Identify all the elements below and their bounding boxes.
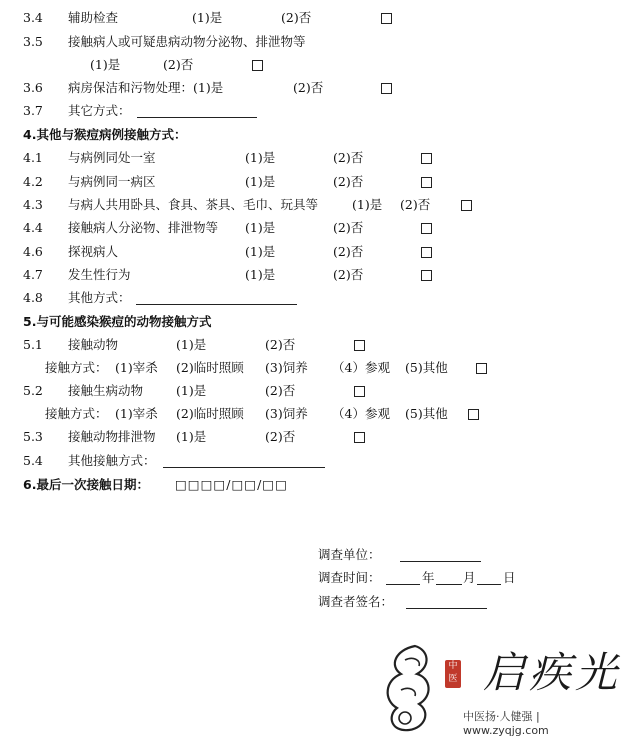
row-3-5-no: (2)否 (163, 57, 194, 72)
row-3-4-num: 3.4 (23, 10, 43, 25)
row-3-6-text: 病房保洁和污物处理：(1)是 (68, 80, 224, 95)
investigator-signature-label: 调查者签名： (318, 594, 394, 609)
row-4-6-text: 探视病人 (68, 244, 119, 259)
row-4-4-no: (2)否 (333, 220, 364, 235)
row-5-2-checkbox[interactable] (354, 386, 365, 397)
row-5-1-no: (2)否 (265, 337, 296, 352)
row-4-3-yes: (1)是 (352, 197, 383, 212)
seal-stamp: 中医 (445, 660, 461, 688)
row-5-3-yes: (1)是 (176, 429, 207, 444)
row-5-1-text: 接触动物 (68, 337, 119, 352)
investigation-unit-blank[interactable] (400, 561, 481, 562)
row-5-1-opt-4: （4）参观 (332, 360, 390, 375)
investigation-time-label: 调查时间： (318, 570, 381, 585)
row-5-2-opt-4: （4）参观 (332, 406, 390, 421)
row-3-4-checkbox[interactable] (381, 13, 392, 24)
row-5-2-yes: (1)是 (176, 383, 207, 398)
row-5-3-num: 5.3 (23, 429, 43, 444)
row-4-2-num: 4.2 (23, 174, 43, 189)
row-5-3-text: 接触动物排泄物 (68, 429, 156, 444)
row-5-4-text: 其他接触方式： (68, 453, 156, 468)
row-5-2-opt-3: (3)饲养 (265, 406, 308, 421)
row-4-6-no: (2)否 (333, 244, 364, 259)
row-4-4-num: 4.4 (23, 220, 43, 235)
row-5-1-checkbox[interactable] (354, 340, 365, 351)
month-label: 月 (463, 570, 476, 585)
row-4-3-text: 与病人共用卧具、食具、茶具、毛巾、玩具等 (68, 197, 319, 212)
row-5-4-blank[interactable] (163, 467, 325, 468)
row-4-7-no: (2)否 (333, 267, 364, 282)
investigator-signature-blank[interactable] (406, 608, 487, 609)
row-5-2-opt-1: (1)宰杀 (115, 406, 158, 421)
row-3-4-text: 辅助检查 (68, 10, 119, 25)
row-5-1-opt-1: (1)宰杀 (115, 360, 158, 375)
row-4-2-no: (2)否 (333, 174, 364, 189)
row-3-4-no: (2)否 (281, 10, 312, 25)
row-4-6-checkbox[interactable] (421, 247, 432, 258)
row-3-7-text: 其它方式： (68, 103, 131, 118)
section-5-title: 5.与可能感染猴痘的动物接触方式 (23, 314, 212, 329)
row-4-3-num: 4.3 (23, 197, 43, 212)
row-5-2-contact-label: 接触方式： (45, 406, 108, 421)
row-3-5-yes: (1)是 (90, 57, 121, 72)
brand-logotype: 启疾光 (483, 648, 622, 697)
row-5-2-contact-checkbox[interactable] (468, 409, 479, 420)
row-5-1-opt-5: (5)其他 (405, 360, 448, 375)
row-3-5-checkbox[interactable] (252, 60, 263, 71)
row-4-1-yes: (1)是 (245, 150, 276, 165)
row-5-1-opt-2: (2)临时照顾 (176, 360, 244, 375)
row-5-1-contact-checkbox[interactable] (476, 363, 487, 374)
watermark-logo (375, 636, 625, 736)
row-4-1-checkbox[interactable] (421, 153, 432, 164)
row-5-1-num: 5.1 (23, 337, 43, 352)
row-5-1-opt-3: (3)饲养 (265, 360, 308, 375)
row-5-4-num: 5.4 (23, 453, 43, 468)
row-4-3-checkbox[interactable] (461, 200, 472, 211)
dragon-emblem-icon (375, 636, 445, 736)
row-3-6-num: 3.6 (23, 80, 43, 95)
row-5-2-no: (2)否 (265, 383, 296, 398)
section-6-title: 6.最后一次接触日期： (23, 477, 149, 492)
row-4-2-yes: (1)是 (245, 174, 276, 189)
row-4-6-num: 4.6 (23, 244, 43, 259)
row-5-2-opt-5: (5)其他 (405, 406, 448, 421)
row-4-8-text: 其他方式： (68, 290, 131, 305)
row-5-1-contact-label: 接触方式： (45, 360, 108, 375)
row-5-2-opt-2: (2)临时照顾 (176, 406, 244, 421)
row-3-7-num: 3.7 (23, 103, 43, 118)
row-4-6-yes: (1)是 (245, 244, 276, 259)
brand-slogan: 中医扬·人健强 | www.zyqjg.com (463, 710, 549, 737)
row-4-7-checkbox[interactable] (421, 270, 432, 281)
row-4-3-no: (2)否 (400, 197, 431, 212)
row-4-7-text: 发生性行为 (68, 267, 131, 282)
last-contact-date-field[interactable]: □□□□/□□/□□ (175, 477, 288, 492)
row-5-3-checkbox[interactable] (354, 432, 365, 443)
row-4-1-num: 4.1 (23, 150, 43, 165)
row-3-5-text: 接触病人或可疑患病动物分泌物、排泄物等 (68, 34, 306, 49)
row-3-4-yes: (1)是 (192, 10, 223, 25)
row-4-4-yes: (1)是 (245, 220, 276, 235)
year-label: 年 (422, 570, 435, 585)
row-4-2-checkbox[interactable] (421, 177, 432, 188)
row-4-1-no: (2)否 (333, 150, 364, 165)
row-4-2-text: 与病例同一病区 (68, 174, 156, 189)
row-4-1-text: 与病例同处一室 (68, 150, 156, 165)
section-4-title: 4.其他与猴痘病例接触方式： (23, 127, 187, 142)
row-3-5-num: 3.5 (23, 34, 43, 49)
row-3-6-no: (2)否 (293, 80, 324, 95)
row-5-2-num: 5.2 (23, 383, 43, 398)
row-4-7-yes: (1)是 (245, 267, 276, 282)
day-blank[interactable] (477, 584, 501, 585)
row-4-7-num: 4.7 (23, 267, 43, 282)
row-4-4-text: 接触病人分泌物、排泄物等 (68, 220, 219, 235)
month-blank[interactable] (436, 584, 462, 585)
row-5-3-no: (2)否 (265, 429, 296, 444)
row-5-2-text: 接触生病动物 (68, 383, 144, 398)
row-4-4-checkbox[interactable] (421, 223, 432, 234)
investigation-unit-label: 调查单位： (318, 547, 381, 562)
row-3-6-checkbox[interactable] (381, 83, 392, 94)
day-label: 日 (503, 570, 516, 585)
year-blank[interactable] (386, 584, 420, 585)
row-4-8-blank[interactable] (136, 304, 297, 305)
row-3-7-blank[interactable] (137, 117, 257, 118)
row-4-8-num: 4.8 (23, 290, 43, 305)
row-5-1-yes: (1)是 (176, 337, 207, 352)
